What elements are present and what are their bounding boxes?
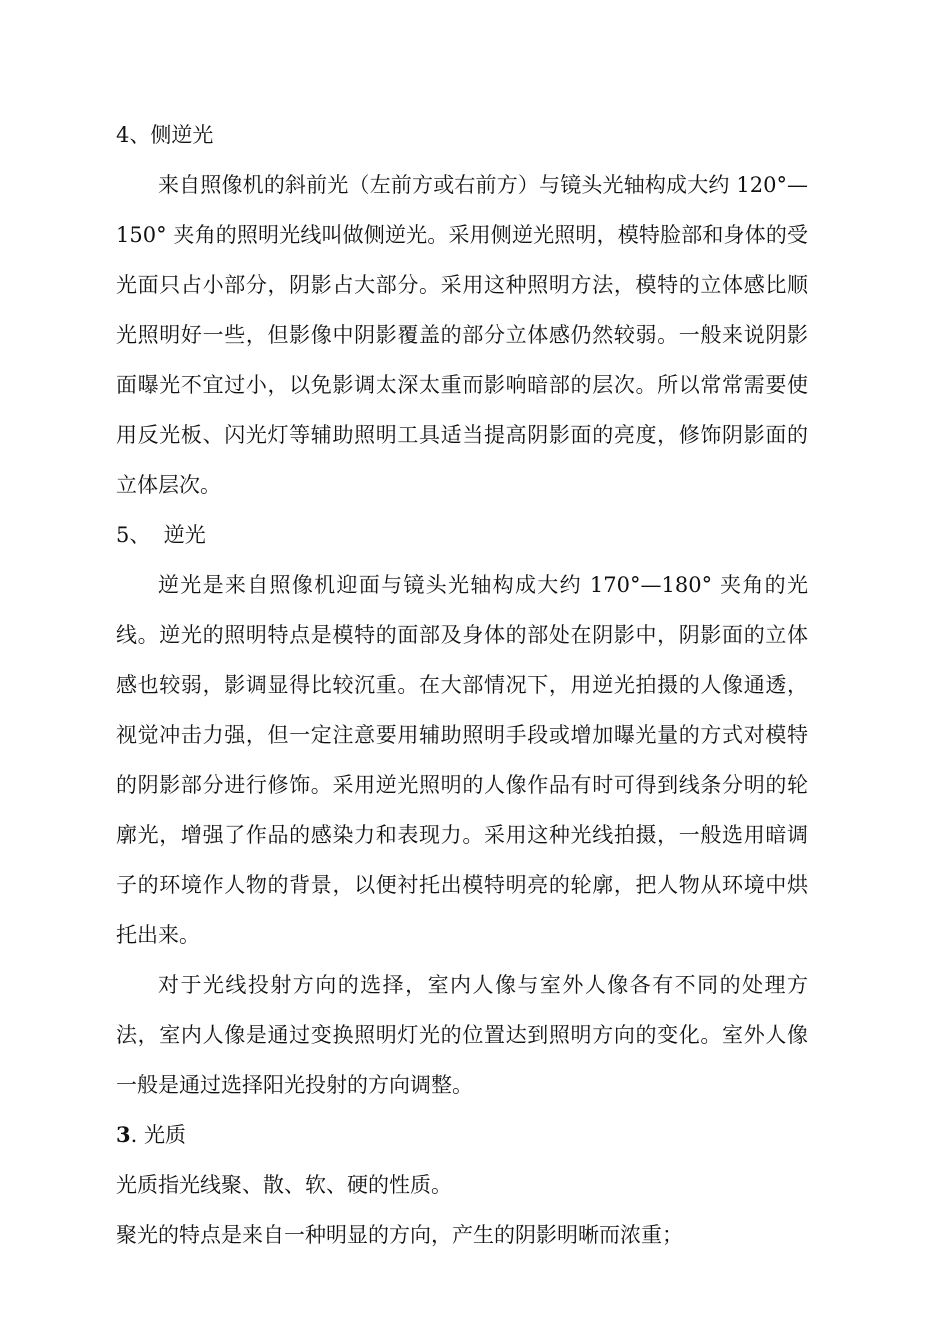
- section-4-paragraph: 来自照像机的斜前光（左前方或右前方）与镜头光轴构成大约 120°—150° 夹角的照明光线叫做侧逆光。采用侧逆光照明，模特脸部和身体的受光面只占小部分，阴影占大部分。采用这种照明方法，模特的立体感比顺光照明好一些，但影像中阴影覆盖的部分立体感仍然较弱。一般来说阴影面曝光不宜过小，以免影调太深太重而影响暗部的层次。所以常常需要使用反光板、闪光灯等辅助照明工具适当提高阴影面的亮度，修饰阴影面的立体层次。: [116, 173, 808, 497]
- section-5-heading: 5、 逆光: [116, 523, 206, 547]
- section-3-title: . 光质: [130, 1123, 186, 1147]
- document-content: [116, 110, 808, 1260]
- light-quality-definition: 光质指光线聚、散、软、硬的性质。: [116, 1173, 452, 1197]
- section-4-heading: 4、侧逆光: [116, 123, 214, 147]
- direction-paragraph: 对于光线投射方向的选择，室内人像与室外人像各有不同的处理方法，室内人像是通过变换照明灯光的位置达到照明方向的变化。室外人像一般是通过选择阳光投射的方向调整。: [116, 973, 808, 1097]
- section-5-paragraph: 逆光是来自照像机迎面与镜头光轴构成大约 170°—180° 夹角的光线。逆光的照明特点是模特的面部及身体的部处在阴影中，阴影面的立体感也较弱，影调显得比较沉重。在大部情况下，用逆光拍摄的人像通透，视觉冲击力强，但一定注意要用辅助照明手段或增加曝光量的方式对模特的阴影部分进行修饰。采用逆光照明的人像作品有时可得到线条分明的轮廓光，增强了作品的感染力和表现力。采用这种光线拍摄，一般选用暗调子的环境作人物的背景，以便衬托出模特明亮的轮廓，把人物从环境中烘托出来。: [116, 573, 808, 947]
- section-3-heading: [116, 1110, 808, 1160]
- section-3-number: 3: [116, 1122, 131, 1147]
- spotlight-description: 聚光的特点是来自一种明显的方向，产生的阴影明晰而浓重；: [116, 1223, 683, 1247]
